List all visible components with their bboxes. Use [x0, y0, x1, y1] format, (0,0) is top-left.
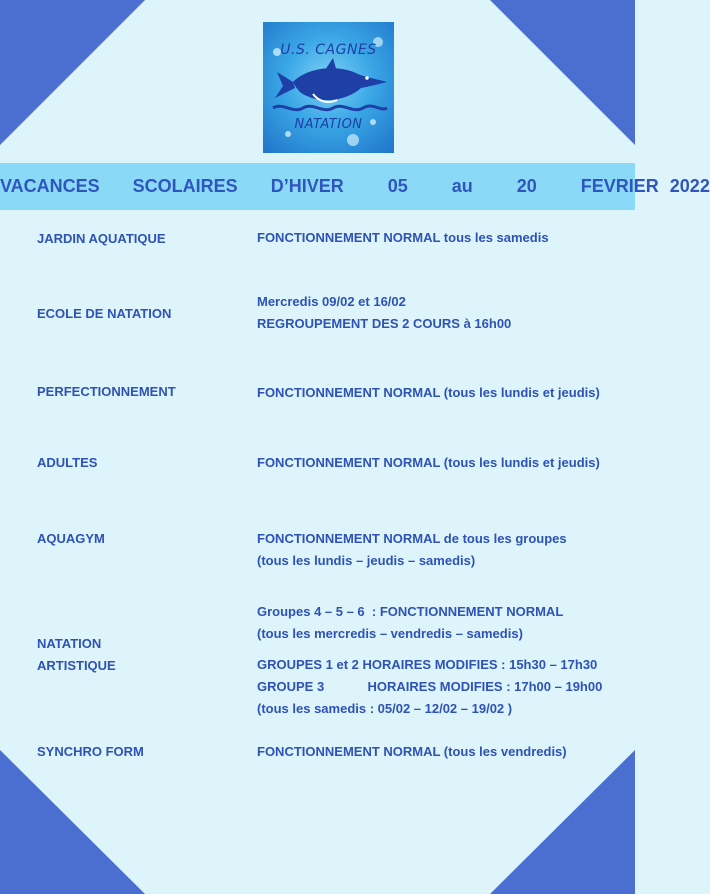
row-detail-adultes: FONCTIONNEMENT NORMAL (tous les lundis et jeudis) [257, 455, 600, 470]
row-label-aquagym: AQUAGYM [37, 531, 105, 546]
row-label-perfectionnement: PERFECTIONNEMENT [37, 384, 176, 399]
page-title: VACANCES SCOLAIRES D’HIVER 05 au 20 FEVRIER 2022 [0, 176, 710, 196]
row-label-jardin-aquatique: JARDIN AQUATIQUE [37, 231, 166, 246]
row-label-adultes: ADULTES [37, 455, 98, 470]
row-detail-natation-artistique-line3: GROUPES 1 et 2 HORAIRES MODIFIES : 15h30 – 17h30 [257, 657, 598, 672]
title-banner [0, 163, 710, 210]
row-detail-synchro-form: FONCTIONNEMENT NORMAL (tous les vendredis) [257, 744, 567, 759]
row-detail-jardin-aquatique: FONCTIONNEMENT NORMAL tous les samedis [257, 230, 549, 245]
logo-club-name: U.S. CAGNES [280, 42, 377, 58]
logo-sport-name: NATATION [294, 117, 363, 132]
corner-bottom-left [0, 750, 145, 894]
row-label-ecole-natation: ECOLE DE NATATION [37, 306, 172, 321]
row-label-natation-artistique-line2: ARTISTIQUE [37, 658, 116, 673]
row-detail-natation-artistique-line5: (tous les samedis : 05/02 – 12/02 – 19/02 ) [257, 701, 513, 716]
row-detail-ecole-natation-line2: REGROUPEMENT DES 2 COURS à 16h00 [257, 316, 512, 331]
row-detail-aquagym-line1: FONCTIONNEMENT NORMAL de tous les groupes [257, 531, 567, 546]
row-detail-natation-artistique-line1: Groupes 4 – 5 – 6 : FONCTIONNEMENT NORMAL [257, 604, 564, 619]
row-label-synchro-form: SYNCHRO FORM [37, 744, 144, 759]
row-detail-natation-artistique-line4: GROUPE 3 HORAIRES MODIFIES : 17h00 – 19h00 [257, 679, 603, 694]
corner-top-right [490, 0, 635, 145]
row-label-natation-artistique-line1: NATATION [37, 636, 102, 651]
corner-top-left [0, 0, 145, 145]
row-detail-perfectionnement: FONCTIONNEMENT NORMAL (tous les lundis et jeudis) [257, 385, 600, 400]
row-detail-ecole-natation-line1: Mercredis 09/02 et 16/02 [257, 294, 406, 309]
club-logo [263, 22, 394, 153]
row-detail-aquagym-line2: (tous les lundis – jeudis – samedis) [257, 553, 476, 568]
corner-bottom-right [490, 750, 635, 894]
row-detail-natation-artistique-line2: (tous les mercredis – vendredis – samedis) [257, 626, 523, 641]
